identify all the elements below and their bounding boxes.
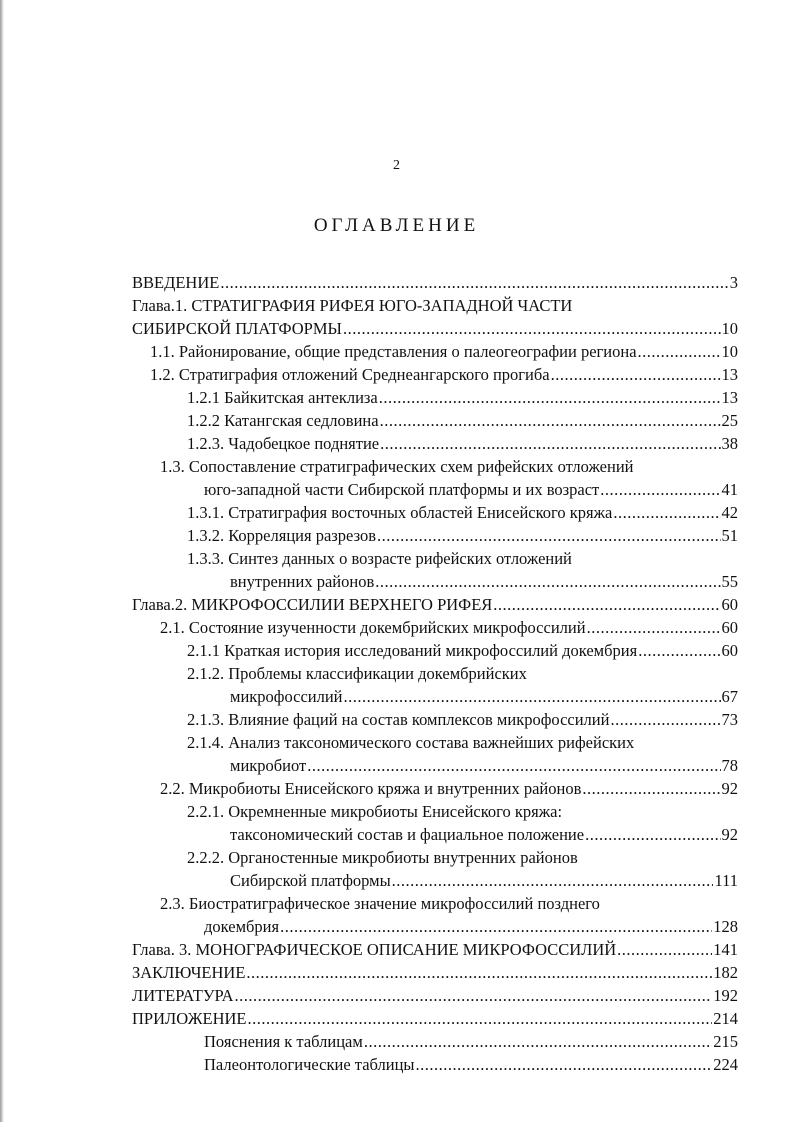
toc-label: 1.2.3. Чадобецкое поднятие xyxy=(187,434,380,453)
toc-label: 1.1. Районирование, общие представления о палеогеографии региона xyxy=(150,342,637,361)
toc-entry-conclusion[interactable] xyxy=(132,961,738,984)
toc-entry-2-1-4[interactable] xyxy=(132,754,738,777)
toc-label: 1.2.1 Байкитская антеклиза xyxy=(187,388,378,407)
toc-label: Сибирской платформы xyxy=(230,871,391,890)
dot-leader xyxy=(493,593,720,616)
toc-entry-1-3[interactable] xyxy=(132,478,738,501)
toc-line: 1.3.3. Синтез данных о возрасте рифейских отложений xyxy=(187,549,572,568)
toc-page: 92 xyxy=(721,825,738,844)
toc-label: внутренних районов xyxy=(230,572,375,591)
toc-entry-intro[interactable] xyxy=(132,271,738,294)
toc-entry-2-3[interactable] xyxy=(132,915,738,938)
toc-page: 215 xyxy=(713,1032,738,1051)
dot-leader xyxy=(246,961,712,984)
toc-label: Пояснения к таблицам xyxy=(204,1032,363,1051)
toc-entry-1-2-1[interactable] xyxy=(132,386,738,409)
toc-entry-2-2-2[interactable] xyxy=(132,869,738,892)
dot-leader xyxy=(307,754,720,777)
toc-label: 1.2. Стратиграфия отложений Среднеангарского прогиба xyxy=(150,365,550,384)
toc-page: 13 xyxy=(721,388,738,407)
toc-page: 92 xyxy=(721,779,738,798)
toc-label: Палеонтологические таблицы xyxy=(204,1055,415,1074)
toc-label: ЗАКЛЮЧЕНИЕ xyxy=(132,963,246,982)
toc-page: 60 xyxy=(721,641,738,660)
toc-entry-1-3-1[interactable] xyxy=(132,501,738,524)
dot-leader xyxy=(380,432,720,455)
toc-label: микробиот xyxy=(230,756,307,775)
dot-leader xyxy=(613,501,720,524)
toc-page: 55 xyxy=(721,572,738,591)
toc-entry-chapter-1[interactable] xyxy=(132,317,738,340)
toc-page: 60 xyxy=(721,618,738,637)
toc-label: 1.3.1. Стратиграфия восточных областей Енисейского кряжа xyxy=(187,503,613,522)
toc-page: 73 xyxy=(721,710,738,729)
dot-leader xyxy=(220,271,728,294)
dot-leader xyxy=(638,639,720,662)
toc-page: 38 xyxy=(721,434,738,453)
toc-label: 1.3.2. Корреляция разрезов xyxy=(187,526,377,545)
toc-page: 111 xyxy=(714,871,738,890)
toc-entry-appendix[interactable] xyxy=(132,1007,738,1030)
dot-leader xyxy=(617,938,712,961)
toc-page: 214 xyxy=(713,1009,738,1028)
toc-line: Глава.1. СТРАТИГРАФИЯ РИФЕЯ ЮГО-ЗАПАДНОЙ ЧАСТИ xyxy=(132,296,573,315)
toc-entry-2-1[interactable] xyxy=(132,616,738,639)
dot-leader xyxy=(600,478,720,501)
toc-page: 10 xyxy=(721,342,738,361)
dot-leader xyxy=(280,915,712,938)
toc-label: 1.2.2 Катангская седловина xyxy=(187,411,379,430)
toc-label: ПРИЛОЖЕНИЕ xyxy=(132,1009,247,1028)
toc-page: 3 xyxy=(729,273,738,292)
dot-leader xyxy=(610,708,720,731)
toc-line: 2.3. Биостратиграфическое значение микрофоссилий позднего xyxy=(160,894,600,913)
toc-label: микрофоссилий xyxy=(230,687,343,706)
toc-line: 2.1.4. Анализ таксономического состава важнейших рифейских xyxy=(187,733,635,752)
toc-page: 128 xyxy=(713,917,738,936)
dot-leader xyxy=(343,317,721,340)
toc-entry-1-2-2[interactable] xyxy=(132,409,738,432)
toc-label: 2.1.3. Влияние фаций на состав комплексов микрофоссилий xyxy=(187,710,610,729)
toc-page: 192 xyxy=(713,986,738,1005)
toc-line: 2.1.2. Проблемы классификации докембрийских xyxy=(187,664,527,683)
toc-entry-1-2-3[interactable] xyxy=(132,432,738,455)
toc-line: 2.2.1. Окремненные микробиоты Енисейского кряжа: xyxy=(187,802,563,821)
toc-label: юго-западной части Сибирской платформы и их возраст xyxy=(204,480,600,499)
toc-entry-1-3-2[interactable] xyxy=(132,524,738,547)
toc-line: 2.2.2. Органостенные микробиоты внутренних районов xyxy=(187,848,578,867)
toc-label: ЛИТЕРАТУРА xyxy=(132,986,234,1005)
dot-leader xyxy=(587,616,721,639)
toc-entry-1-2[interactable] xyxy=(132,363,738,386)
toc-page: 25 xyxy=(721,411,738,430)
toc-label: 2.1. Состояние изученности докембрийских микрофоссилий xyxy=(160,618,586,637)
toc-page: 67 xyxy=(721,687,738,706)
toc-page: 51 xyxy=(721,526,738,545)
dot-leader xyxy=(247,1007,712,1030)
toc-entry-2-1-2[interactable] xyxy=(132,685,738,708)
toc-label: Глава. 3. МОНОГРАФИЧЕСКОЕ ОПИСАНИЕ МИКРОФОССИЛИЙ xyxy=(132,940,617,959)
toc-entry-2-1-3[interactable] xyxy=(132,708,738,731)
toc-entry-chapter-3[interactable] xyxy=(132,938,738,961)
toc-page: 41 xyxy=(721,480,738,499)
page-number: 2 xyxy=(393,158,400,173)
dot-leader xyxy=(364,1030,712,1053)
toc-page: 60 xyxy=(721,595,738,614)
dot-leader xyxy=(344,685,721,708)
toc-label: таксономический состав и фациальное положение xyxy=(230,825,585,844)
toc-entry-chapter-2[interactable] xyxy=(132,593,738,616)
toc-entry-1-3-3[interactable] xyxy=(132,570,738,593)
dot-leader xyxy=(377,524,720,547)
toc-label: СИБИРСКОЙ ПЛАТФОРМЫ xyxy=(132,319,342,338)
toc-label: докембрия xyxy=(204,917,280,936)
toc-page: 78 xyxy=(721,756,738,775)
page-title: ОГЛАВЛЕНИЕ xyxy=(313,215,480,236)
toc-page: 13 xyxy=(721,365,738,384)
dot-leader xyxy=(379,386,721,409)
dot-leader xyxy=(638,340,721,363)
toc-line: 1.3. Сопоставление стратиграфических схем рифейских отложений xyxy=(160,457,634,476)
toc-page: 42 xyxy=(721,503,738,522)
dot-leader xyxy=(392,869,714,892)
toc-entry-1-1[interactable] xyxy=(132,340,738,363)
table-of-contents xyxy=(132,271,738,1076)
dot-leader xyxy=(380,409,721,432)
toc-page: 141 xyxy=(713,940,738,959)
toc-entry-2-2-1[interactable] xyxy=(132,823,738,846)
toc-entry-notes[interactable] xyxy=(132,1030,738,1053)
toc-entry-literature[interactable] xyxy=(132,984,738,1007)
toc-page: 182 xyxy=(713,963,738,982)
dot-leader xyxy=(582,777,720,800)
toc-page: 224 xyxy=(713,1055,738,1074)
dot-leader xyxy=(551,363,721,386)
dot-leader xyxy=(415,1053,712,1076)
toc-entry-2-2[interactable] xyxy=(132,777,738,800)
dot-leader xyxy=(235,984,713,1007)
toc-entry-plates[interactable] xyxy=(132,1053,738,1076)
toc-entry-2-1-1[interactable] xyxy=(132,639,738,662)
dot-leader xyxy=(585,823,720,846)
toc-label: 2.2. Микробиоты Енисейского кряжа и внутренних районов xyxy=(160,779,582,798)
toc-label: 2.1.1 Краткая история исследований микрофоссилий докембрия xyxy=(187,641,638,660)
dot-leader xyxy=(375,570,720,593)
toc-label: Глава.2. МИКРОФОССИЛИИ ВЕРХНЕГО РИФЕЯ xyxy=(132,595,493,614)
toc-label: ВВЕДЕНИЕ xyxy=(132,273,220,292)
toc-page: 10 xyxy=(721,319,738,338)
